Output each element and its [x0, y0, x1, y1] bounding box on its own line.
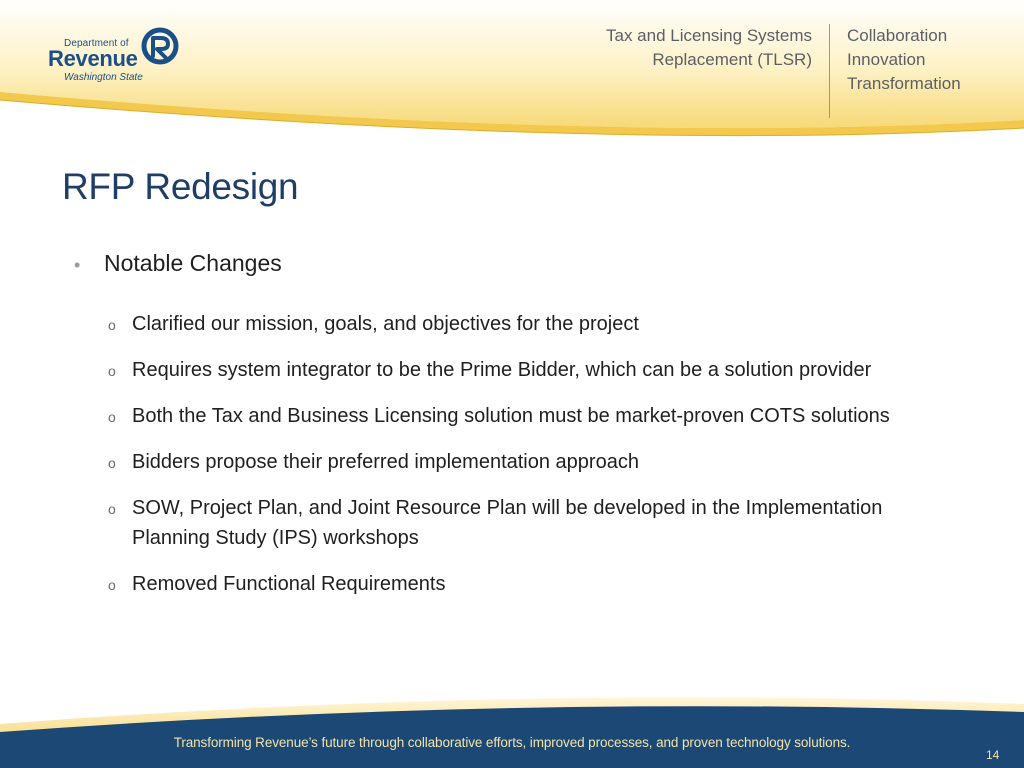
list-item-text: Both the Tax and Business Licensing solution must be market-proven COTS solutions — [132, 405, 890, 427]
circle-bullet-icon: o — [108, 501, 116, 517]
logo-state-text: Washington State — [64, 72, 143, 83]
circle-bullet-icon: o — [108, 455, 116, 471]
value-collaboration: Collaboration — [847, 26, 948, 45]
program-values — [847, 24, 961, 96]
list-item — [108, 401, 938, 431]
list-item — [108, 447, 938, 477]
list-item — [108, 493, 938, 553]
logo-revenue-text: Revenue — [48, 46, 138, 71]
list-item-text: Requires system integrator to be the Prime Bidder, which can be a solution provider — [132, 359, 872, 381]
sub-bullet-list — [108, 309, 938, 615]
program-name-line: Tax and Licensing Systems — [606, 26, 812, 45]
list-item-text: Bidders propose their preferred implementation approach — [132, 451, 639, 473]
program-name-line: Replacement (TLSR) — [652, 50, 812, 69]
list-item-text: Removed Functional Requirements — [132, 573, 446, 595]
list-item — [108, 309, 938, 339]
circle-bullet-icon: o — [108, 577, 116, 593]
list-item — [108, 569, 938, 599]
page-number: 14 — [986, 748, 1000, 762]
footer-tagline: Transforming Revenue’s future through collaborative efforts, improved processes, and proven technology solutions. — [173, 735, 851, 750]
list-item-text: SOW, Project Plan, and Joint Resource Plan will be developed in the Implementation Planning Study (IPS) workshops — [132, 497, 883, 549]
circle-bullet-icon: o — [108, 409, 116, 425]
dor-logo — [46, 26, 196, 86]
program-name — [606, 24, 812, 72]
logo-r-mark-icon — [139, 26, 179, 66]
slide-title: RFP Redesign — [62, 166, 299, 207]
logo-department-text: Department of — [64, 38, 129, 49]
list-item — [108, 355, 938, 385]
bullet-notable-changes — [74, 250, 282, 277]
value-transformation: Transformation — [847, 74, 961, 93]
list-item-text: Clarified our mission, goals, and objectives for the project — [132, 313, 639, 335]
bullet-text: Notable Changes — [104, 250, 282, 276]
circle-bullet-icon: o — [108, 363, 116, 379]
value-innovation: Innovation — [847, 50, 926, 69]
header-divider — [829, 24, 830, 118]
footer-band — [0, 680, 1024, 768]
bullet-dot-icon: • — [74, 255, 81, 275]
circle-bullet-icon: o — [108, 317, 116, 333]
